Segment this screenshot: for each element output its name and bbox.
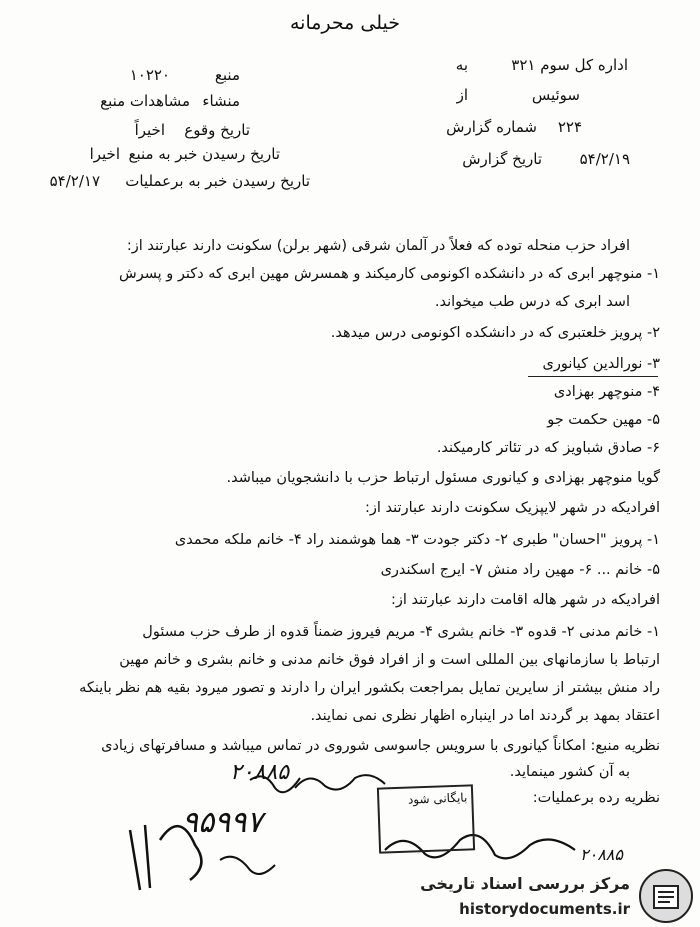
body-line-1: افراد حزب منحله توده که فعلاً در آلمان شرقی (شهر برلن) سکونت دارند عبارتند از:	[126, 238, 630, 254]
to-label: به	[455, 56, 468, 74]
report-number-value: ۲۲۴	[557, 118, 582, 136]
occurrence-date-label: تاریخ وقوع	[184, 121, 250, 139]
to-value: اداره کل سوم ۳۲۱	[511, 56, 628, 74]
watermark-title: مرکز بررسی اسناد تاریخی	[420, 874, 630, 893]
watermark-url: historydocuments.ir	[459, 900, 630, 918]
archive-logo-icon	[638, 868, 694, 924]
received-ops-value: ۵۴/۲/۱۷	[49, 172, 100, 190]
body-line-19: به آن کشور مینماید.	[509, 764, 630, 780]
report-date-value: ۵۴/۲/۱۹	[579, 150, 630, 168]
body-line-7: ۵- مهین حکمت جو	[547, 412, 660, 428]
origin-label: منشاء	[202, 92, 240, 110]
body-line-20: نظریه رده برعملیات:	[532, 790, 660, 806]
body-line-17: اعتقاد بمهد بر گردند اما در اینباره اظهار نظری نمی نمایند.	[310, 708, 660, 724]
handwritten-number-2: ۹۵۹۹۷	[182, 805, 263, 840]
classification-title: خیلی محرمانه	[289, 12, 400, 34]
body-line-8: ۶- صادق شباویز که در تئاتر کارمیکند.	[436, 440, 660, 456]
body-line-12: ۵- خانم ... ۶- مهین راد منش ۷- ایرج اسکندری	[380, 562, 660, 578]
body-line-11: ۱- پرویز "احسان" طبری ۲- دکتر جودت ۳- هما هوشمند راد ۴- خانم ملکه محمدی	[174, 532, 660, 548]
body-line-16: راد منش بیشتر از سایرین تمایل بمراجعت بکشور ایران را دارند و تصور میرود بقیه هم نظر باینکه	[79, 680, 660, 696]
origin-value: مشاهدات منبع	[100, 92, 190, 110]
body-line-4: ۲- پرویز خلعتبری که در دانشکده اکونومی درس میدهد.	[330, 325, 660, 341]
body-line-18: نظریه منبع: امکاناً کیانوری با سرویس جاسوسی شوروی در تماس میباشد و مسافرتهای زیادی	[101, 738, 660, 754]
body-line-2: ۱- منوچهر ابری که در دانشکده اکونومی کارمیکند و همسرش مهین ابری که دکتر و پسرش	[119, 266, 660, 282]
received-date-label: تاریخ رسیدن خبر به منبع	[128, 145, 280, 163]
occurrence-date-value: اخیراً	[134, 121, 165, 139]
from-value: سوئیس	[531, 86, 580, 104]
report-date-label: تاریخ گزارش	[462, 150, 542, 168]
body-line-6: ۴- منوچهر بهزادی	[553, 384, 660, 400]
body-line-10: افرادیکه در شهر لایپزیک سکونت دارند عبارتند از:	[365, 500, 660, 516]
body-line-9: گویا منوچهر بهزادی و کیانوری مسئول ارتباط حزب با دانشجویان میباشد.	[226, 470, 660, 486]
body-line-3: اسد ابری که درس طب میخواند.	[434, 294, 630, 310]
source-label: منبع	[214, 66, 240, 84]
stamp-text: بایگانی شود	[407, 790, 468, 807]
body-line-14: ۱- خانم مدنی ۲- قدوه ۳- خانم بشری ۴- مریم فیروز ضمناً قدوه از طرف حزب مسئول	[142, 624, 660, 640]
watermark	[418, 862, 700, 927]
handwritten-number-1: ۲۰۸۸۵	[230, 760, 290, 785]
report-number-label: شماره گزارش	[446, 118, 537, 136]
archive-stamp	[377, 784, 475, 853]
underline-kianouri	[528, 376, 658, 377]
received-ops-label: تاریخ رسیدن خبر به برعملیات	[125, 172, 310, 190]
received-date-value: اخیرا	[89, 145, 120, 163]
body-line-5: ۳- نورالدین کیانوری	[542, 356, 660, 372]
handwritten-number-3: ۲۰۸۸۵	[580, 845, 623, 864]
handwritten-signature-top	[290, 768, 390, 798]
body-line-13: افرادیکه در شهر هاله اقامت دارند عبارتند از:	[391, 592, 660, 608]
source-value: ۱۰۲۲۰	[129, 66, 170, 84]
body-line-15: ارتباط با سازمانهای بین المللی است و از افراد فوق خانم مدنی و خانم بشری و خانم مهین	[119, 652, 660, 668]
handwritten-signature-left	[100, 770, 320, 900]
from-label: از	[456, 86, 468, 104]
